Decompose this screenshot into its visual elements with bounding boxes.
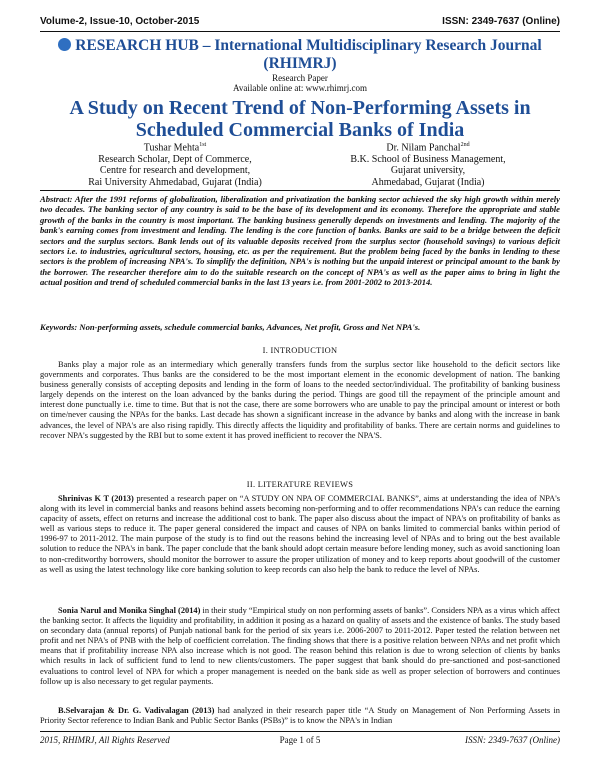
running-header (40, 16, 560, 30)
volume-issue: Volume-2, Issue-10, October-2015 (40, 16, 200, 27)
author-affiliation: B.K. School of Business Management, (350, 153, 506, 165)
author-affiliation: Gujarat university, (390, 165, 466, 177)
journal-logo-icon (58, 38, 71, 51)
footer-rule (40, 731, 560, 732)
page-footer (40, 735, 560, 749)
author-affiliation: Research Scholar, Dept of Commerce, (98, 153, 252, 165)
citation-text: in their study “Empirical study on non performing assets of banks”. Considers NPA as a virus which affect the banking sector. It affects the liquidity and profitability, in addition it posing as a hazard on quality of assets and the existence of banks. The study based on secondary data (annual reports) of Punjab national bank for the period of six years i.e. 2006-2007 to 2011-2012. Paper tested the relation between net profit and net NPA's of PNB with the help of coefficient correlation. The finding shows that there is a positive relation between NPAs and net profit which means that if profitability increase NPA also increase which is not good. The reason behind this relation is due to wrong selection of clients by banks which results in lack of sufficient fund to lend to new clients/customers. The paper suggest that bank should do pre-sanctioned and post-sanctioned evaluations to control level of NPA for which a proper management is needed on the bank side as well as proper selection of borrowers and continues follow up is also necessary to get regular payments. (40, 606, 560, 686)
journal-name (40, 37, 560, 73)
author-block-2 (308, 140, 548, 188)
journal-name-line2: (RHIMRJ) (263, 55, 337, 72)
journal-name-line1: RESEARCH HUB – International Multidisciplinary Research Journal (75, 37, 542, 54)
page-number: Page 1 of 5 (279, 735, 321, 745)
availability: Available online at: www.rhimrj.com (233, 83, 367, 93)
citation-text: presented a research paper on “A STUDY ON NPA OF COMMERCIAL BANKS”, aims at understanding the idea of NPA's along with its level in commercial banks and reasons behind assets becoming non-performing and to offer recommendations NPA's can reduce the earning capacity of assets, effect on returns and increase the additional cost to bank. The paper also discuss about the impact of NPA's on profitability of banks as well as various steps to reduce it. The paper general considered the impact and causes of NPA on banks limited to commercial banks within period of 1996-97 to 2011-2012. The main purpose of the study is to find out the reasons behind the increasing level of NPAs and to bring out the best available solution to reduce the NPA's in bank. The paper conclude that the bank should adopt certain measure before lending money, such as avoid sanctioning loan to non-creditworthy borrowers, should monitor the borrower to assure the proper utilization of money and to keep reports about goodwill of the customer as well as using the latest technology like core banking solution to keep records can also help the bank to reduce the level of NPAs. (40, 494, 560, 574)
author-name: Tushar Mehta (143, 142, 200, 154)
literature-paragraph (40, 606, 560, 687)
author-order: 2nd (460, 142, 470, 148)
abstract-rule (40, 190, 560, 191)
header-rule (40, 31, 560, 32)
abstract: Abstract: After the 1991 reforms of globalization, liberalization and privatization the banking sector achieved the sky high growth within merely two decades. The banking sector of any country is said to be the base of its development and its economy. Therefore the appropriate and stable growth of the banks in the country is most important. The banking business generally depends on investments and lending. The majority of the bank's earning comes from investment and lending. The lending is the core function of banks. Banks are said to be a bridge between the deficit sectors and the surplus sectors. Bank lends out of its valuable deposits received from the surplus sector (household savings) to various deficit sectors i.e. to industries, agricultural sectors, housing, etc. as per the requirement. But the problem being faced by the banks in lending to these sectors is the problem of increasing NPA's. To simplify the definition, NPA's is nothing but the unpaid interest or principal amount to the bank by the borrower. The researcher therefore aim to do the suitable research on the concept of NPA's as well as the paper aims to bring in light the actual position and trend of scheduled commercial banks in the last 13 years i.e. from 2001-2002 to 2013-2014. (40, 194, 560, 288)
author-affiliation: Rai University Ahmedabad, Gujarat (India) (88, 176, 262, 188)
copyright: 2015, RHIMRJ, All Rights Reserved (40, 735, 170, 745)
citation-lead: B.Selvarajan & Dr. G. Vadivalagan (2013) (58, 706, 215, 715)
introduction-paragraph: Banks play a major role as an intermediary which generally transfers funds from the surplus sector like household to the deficit sectors like governments and corporates. Thus banks are the considered to be the most important element in the economic development of nation. The banking business generally consists of accepting deposits and lending in the form of loans to the needed sector/individual. The profitability of banking business largely depends on the interest on the loan advanced by the banks during the period. Things are good till the repayment of the principle amount and interest done punctually i.e. time to time. But that is not the case, there are some borrowers who are unable to pay the principal amount or interest or both on time/never causing the NPAs for the banks. Last decade has shown a significant increase in the advance by banks and along with the increase in bank advances, the level of NPA's are also rising rapidly. This directly affects the liquidity and profitability of banks. There are certain norms and guidelines to recover NPA's suggested by the RBI but to some extent it has proved inefficient to recover the NPA'S. (40, 360, 560, 440)
author-order: 1st (199, 142, 207, 148)
title-line2: Scheduled Commercial Banks of India (135, 119, 465, 141)
citation-text: had analyzed in their research paper title “A Study on Management of Non Performing Assets in Priority Sector reference to Indian Bank and Public Sector Banks (PSBs)” is to know the NPA's in Indian (40, 706, 560, 726)
section-heading-introduction: I. INTRODUCTION (262, 346, 338, 355)
keywords: Keywords: Non-performing assets, schedule commercial banks, Advances, Net profit, Gross and Net NPA's. (40, 322, 421, 332)
literature-paragraph (40, 706, 560, 726)
paper-title (40, 97, 560, 141)
literature-paragraph (40, 494, 560, 575)
section-heading-literature: II. LITERATURE REVIEWS (246, 480, 354, 489)
citation-lead: Sonia Narul and Monika Singhal (2014) (58, 606, 201, 615)
author-name: Dr. Nilam Panchal (386, 142, 461, 154)
author-affiliation: Ahmedabad, Gujarat (India) (371, 176, 485, 188)
title-line1: A Study on Recent Trend of Non-Performing Assets in (69, 97, 531, 119)
issn-header: ISSN: 2349-7637 (Online) (442, 16, 560, 27)
author-block-1 (55, 140, 295, 188)
author-affiliation: Centre for research and development, (99, 165, 251, 177)
citation-lead: Shrinivas K T (2013) (58, 494, 134, 503)
issn-footer: ISSN: 2349-7637 (Online) (465, 735, 560, 745)
paper-type: Research Paper (272, 73, 328, 83)
